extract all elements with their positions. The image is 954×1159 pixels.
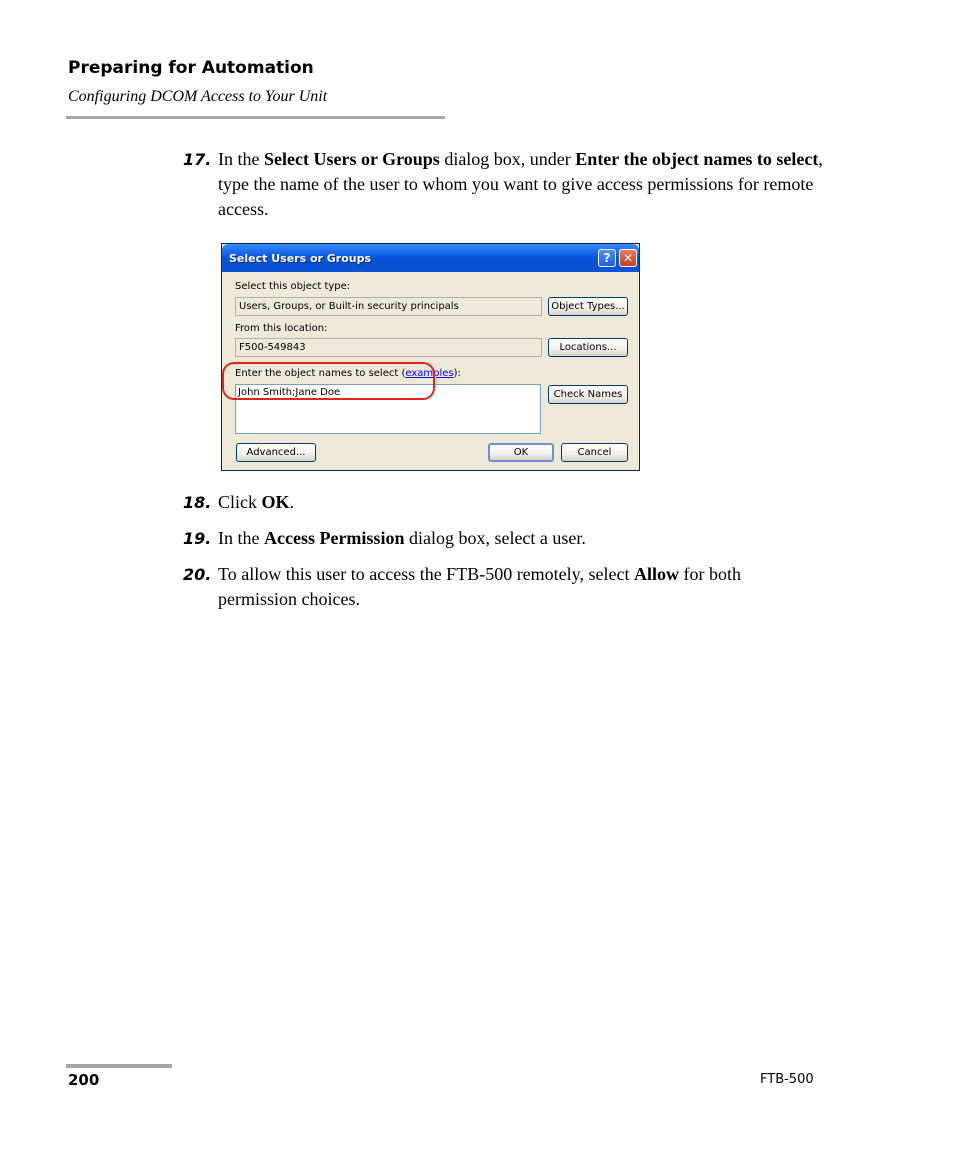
page-header-title: Preparing for Automation xyxy=(68,58,314,78)
highlight-circle xyxy=(222,362,435,400)
close-button[interactable]: ✕ xyxy=(619,249,637,267)
object-names-input[interactable]: John Smith;Jane Doe xyxy=(235,384,541,434)
object-type-label: Select this object type: xyxy=(235,281,351,292)
step-text: To allow this user to access the FTB-500 remotely, select Allow for both permission choices. xyxy=(218,564,741,609)
select-users-dialog xyxy=(221,243,640,471)
step-text: In the Select Users or Groups dialog box, under Enter the object names to select, type the name of the user to whom you want to give access permissions for remote access. xyxy=(218,149,823,219)
step-text: In the Access Permission dialog box, select a user. xyxy=(218,528,586,548)
location-field: F500-549843 xyxy=(235,338,542,357)
product-name: FTB-500 xyxy=(760,1072,814,1087)
step-text: Click OK. xyxy=(218,492,295,512)
dialog-titlebar xyxy=(222,244,639,272)
advanced-button[interactable]: Advanced... xyxy=(236,443,316,462)
step-number: 20. xyxy=(183,565,212,584)
step-number: 17. xyxy=(183,150,212,169)
step-number: 18. xyxy=(183,493,212,512)
step-17 xyxy=(183,147,823,222)
location-label: From this location: xyxy=(235,323,328,334)
check-names-button[interactable]: Check Names xyxy=(548,385,628,404)
step-19 xyxy=(183,526,823,551)
names-label: Enter the object names to select (examples): xyxy=(235,368,461,379)
cancel-button[interactable]: Cancel xyxy=(561,443,628,462)
object-type-field: Users, Groups, or Built-in security principals xyxy=(235,297,542,316)
locations-button[interactable]: Locations... xyxy=(548,338,628,357)
page-number: 200 xyxy=(68,1071,100,1089)
footer-divider xyxy=(66,1064,172,1068)
object-types-button[interactable]: Object Types... xyxy=(548,297,628,316)
page-header-subtitle: Configuring DCOM Access to Your Unit xyxy=(68,88,328,105)
header-divider xyxy=(66,116,445,119)
step-18 xyxy=(183,490,823,515)
examples-link[interactable]: examples xyxy=(405,368,454,379)
ok-button[interactable]: OK xyxy=(488,443,554,462)
dialog-title: Select Users or Groups xyxy=(229,252,372,265)
help-button[interactable]: ? xyxy=(598,249,616,267)
step-number: 19. xyxy=(183,529,212,548)
step-20 xyxy=(183,562,823,612)
